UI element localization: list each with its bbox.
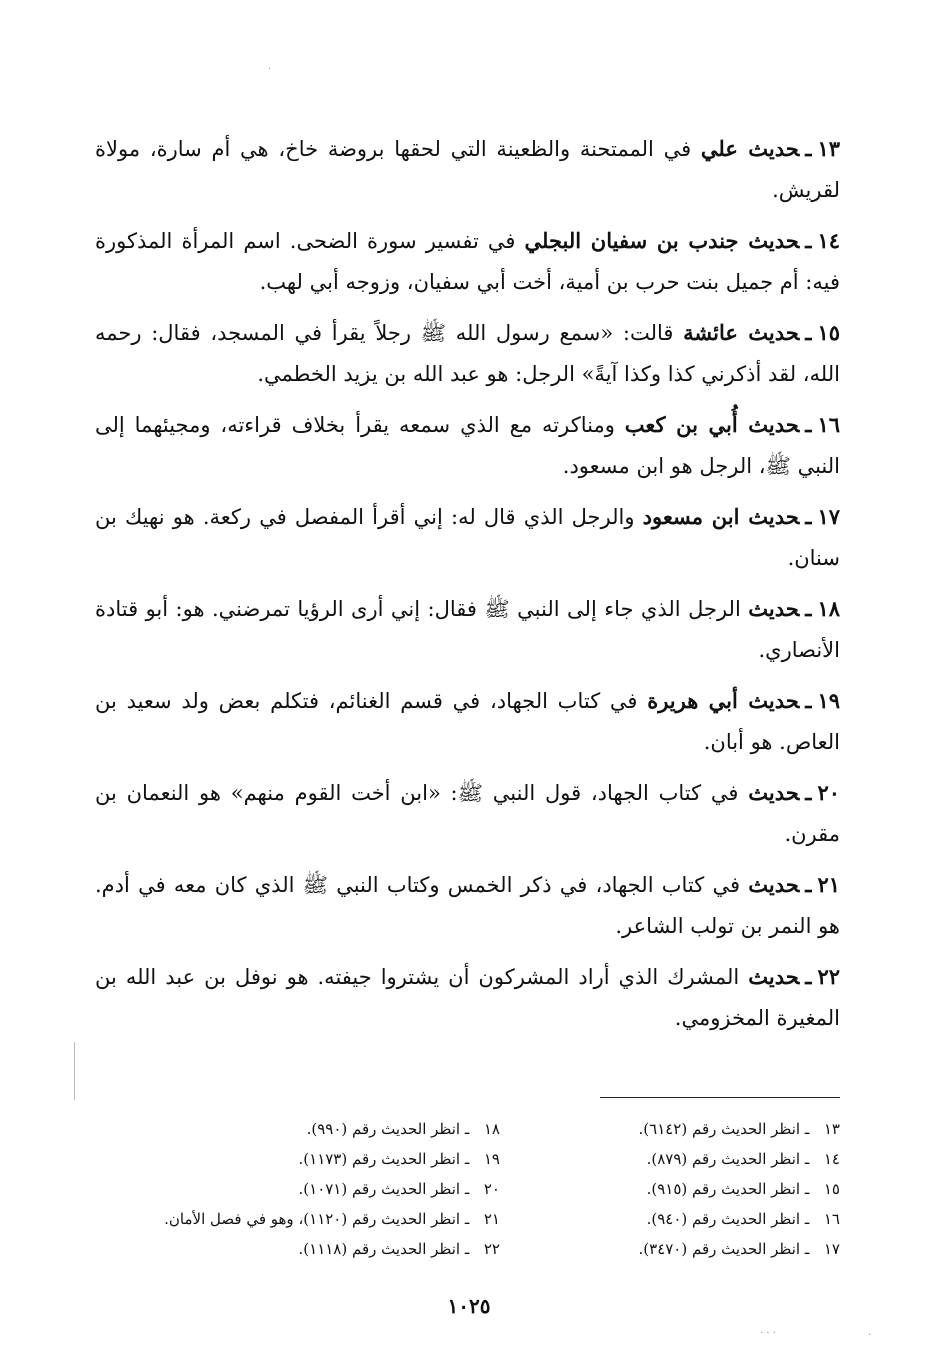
entry-text: في كتاب الجهاد، في ذكر الخمس وكتاب النبي ﷺ الذي كان معه في أدم. هو النمر بن تولب الشاعر. bbox=[95, 873, 840, 938]
entry-19 bbox=[95, 680, 840, 763]
entry-18 bbox=[95, 588, 840, 671]
footnote bbox=[100, 1234, 500, 1264]
entry-text: المشرك الذي أراد المشركون أن يشتروا جيفته. هو نوفل بن عبد الله بن المغيرة المخزومي. bbox=[95, 965, 840, 1030]
entry-text: في كتاب الجهاد، في قسم الغنائم، فتكلم بعض ولد سعيد بن العاص. هو أبان. bbox=[95, 689, 840, 754]
entry-13 bbox=[95, 128, 840, 211]
entry-text: قالت: «سمع رسول الله ﷺ رجلاً يقرأ في المسجد، فقال: رحمه الله، لقد أذكرني كذا وكذا آيةً» الرجل: هو عبد الله بن يزيد الخطمي. bbox=[95, 321, 840, 386]
footnote-text: ـ انظر الحديث رقم (٩٤٠). bbox=[646, 1210, 810, 1228]
entry-text: الرجل الذي جاء إلى النبي ﷺ فقال: إني أرى الرؤيا تمرضني. هو: أبو قتادة الأنصاري. bbox=[95, 597, 840, 662]
footnote-number: ١٤ bbox=[823, 1150, 840, 1168]
footnote-column-right bbox=[500, 1114, 840, 1264]
entry-text: في كتاب الجهاد، قول النبي ﷺ: «ابن أخت القوم منهم» هو النعمان بن مقرن. bbox=[95, 781, 840, 846]
entry-number: ١٨ bbox=[817, 596, 840, 621]
scan-edge-mark bbox=[74, 1042, 75, 1100]
entry-lead: حديث جندب بن سفيان البجلي bbox=[524, 228, 800, 253]
entry-lead: حديث أبي هريرة bbox=[647, 688, 800, 713]
entry-text: في الممتحنة والظعينة التي لحقها بروضة خاخ، هي أم سارة، مولاة لقريش. bbox=[95, 137, 840, 202]
footnote-number: ١٥ bbox=[823, 1180, 840, 1198]
entry-lead: حديث ابن مسعود bbox=[642, 504, 800, 529]
entry-number: ١٦ bbox=[817, 412, 840, 437]
entry-text: في تفسير سورة الضحى. اسم المرأة المذكورة فيه: أم جميل بنت حرب بن أمية، أخت أبي سفيان، وزوجه أبي لهب. bbox=[95, 229, 840, 294]
footnote-number: ١٣ bbox=[823, 1120, 840, 1138]
entry-number: ٢٢ bbox=[817, 964, 840, 989]
footnote-text: ـ انظر الحديث رقم (١٠٧١). bbox=[298, 1180, 470, 1198]
footnote-text: ـ انظر الحديث رقم (١١٢٠)، وهو في فصل الأمان. bbox=[164, 1210, 470, 1228]
footnote bbox=[100, 1114, 500, 1144]
entry-dash: ـ bbox=[805, 504, 812, 529]
footnote bbox=[500, 1114, 840, 1144]
footnote bbox=[100, 1204, 500, 1234]
footnote-column-left bbox=[100, 1114, 500, 1264]
entry-text: والرجل الذي قال له: إني أقرأ المفصل في ركعة. هو نهيك بن سنان. bbox=[95, 505, 840, 570]
entry-number: ١٩ bbox=[817, 688, 840, 713]
footnote-text: ـ انظر الحديث رقم (٦١٤٢). bbox=[638, 1120, 810, 1138]
footnote-text: ـ انظر الحديث رقم (١١٧٣). bbox=[298, 1150, 470, 1168]
entry-dash: ـ bbox=[805, 688, 812, 713]
entry-lead: حديث bbox=[748, 872, 800, 897]
scan-speck: · · · bbox=[760, 1328, 776, 1339]
footnote bbox=[100, 1174, 500, 1204]
entry-dash: ـ bbox=[805, 228, 812, 253]
entry-text: ومناكرته مع الذي سمعه يقرأ بخلاف قراءته، ومجيئهما إلى النبي ﷺ، الرجل هو ابن مسعود. bbox=[95, 413, 840, 478]
footnote-text: ـ انظر الحديث رقم (٩١٥). bbox=[646, 1180, 810, 1198]
footnote-text: ـ انظر الحديث رقم (١١١٨). bbox=[298, 1240, 470, 1258]
hadith-entries bbox=[95, 128, 840, 1048]
entry-22 bbox=[95, 956, 840, 1039]
entry-lead: حديث bbox=[748, 596, 800, 621]
entry-14 bbox=[95, 220, 840, 303]
footnote bbox=[500, 1174, 840, 1204]
entry-lead: حديث bbox=[748, 780, 800, 805]
entry-number: ٢١ bbox=[817, 872, 840, 897]
footnote bbox=[500, 1144, 840, 1174]
footnote-number: ١٧ bbox=[823, 1240, 840, 1258]
footnote-text: ـ انظر الحديث رقم (٩٩٠). bbox=[306, 1120, 470, 1138]
entry-number: ١٧ bbox=[817, 504, 840, 529]
entry-lead: حديث علي bbox=[700, 136, 800, 161]
entry-dash: ـ bbox=[805, 964, 812, 989]
footnote bbox=[500, 1204, 840, 1234]
entry-number: ٢٠ bbox=[817, 780, 840, 805]
scan-speck: · bbox=[868, 1330, 872, 1341]
entry-dash: ـ bbox=[805, 136, 812, 161]
footnote-number: ١٩ bbox=[483, 1150, 500, 1168]
footnote-number: ٢٢ bbox=[483, 1240, 500, 1258]
entry-lead: حديث عائشة bbox=[683, 320, 800, 345]
scan-speck: · bbox=[268, 64, 272, 75]
entry-dash: ـ bbox=[805, 872, 812, 897]
footnote-text: ـ انظر الحديث رقم (٨٧٩). bbox=[646, 1150, 810, 1168]
entry-lead: حديث bbox=[748, 964, 800, 989]
entry-20 bbox=[95, 772, 840, 855]
footnote-number: ٢٠ bbox=[483, 1180, 500, 1198]
page-number: ١٠٢٥ bbox=[447, 1294, 491, 1318]
entry-number: ١٣ bbox=[817, 136, 840, 161]
entry-number: ١٥ bbox=[817, 320, 841, 345]
footnote-text: ـ انظر الحديث رقم (٣٤٧٠). bbox=[638, 1240, 810, 1258]
footnotes bbox=[100, 1114, 840, 1264]
footnote-number: ١٦ bbox=[823, 1210, 840, 1228]
entry-21 bbox=[95, 864, 840, 947]
entry-number: ١٤ bbox=[817, 228, 840, 253]
entry-dash: ـ bbox=[805, 596, 812, 621]
entry-dash: ـ bbox=[805, 320, 812, 345]
entry-lead: حديث أُبي بن كعب bbox=[624, 412, 800, 437]
footnote bbox=[100, 1144, 500, 1174]
footnote-separator bbox=[600, 1097, 840, 1098]
entry-16 bbox=[95, 404, 840, 487]
entry-15 bbox=[95, 312, 840, 395]
footnote-number: ٢١ bbox=[483, 1210, 500, 1228]
entry-dash: ـ bbox=[805, 780, 812, 805]
footnote-number: ١٨ bbox=[483, 1120, 500, 1138]
footnote bbox=[500, 1234, 840, 1264]
entry-dash: ـ bbox=[805, 412, 812, 437]
entry-17 bbox=[95, 496, 840, 579]
